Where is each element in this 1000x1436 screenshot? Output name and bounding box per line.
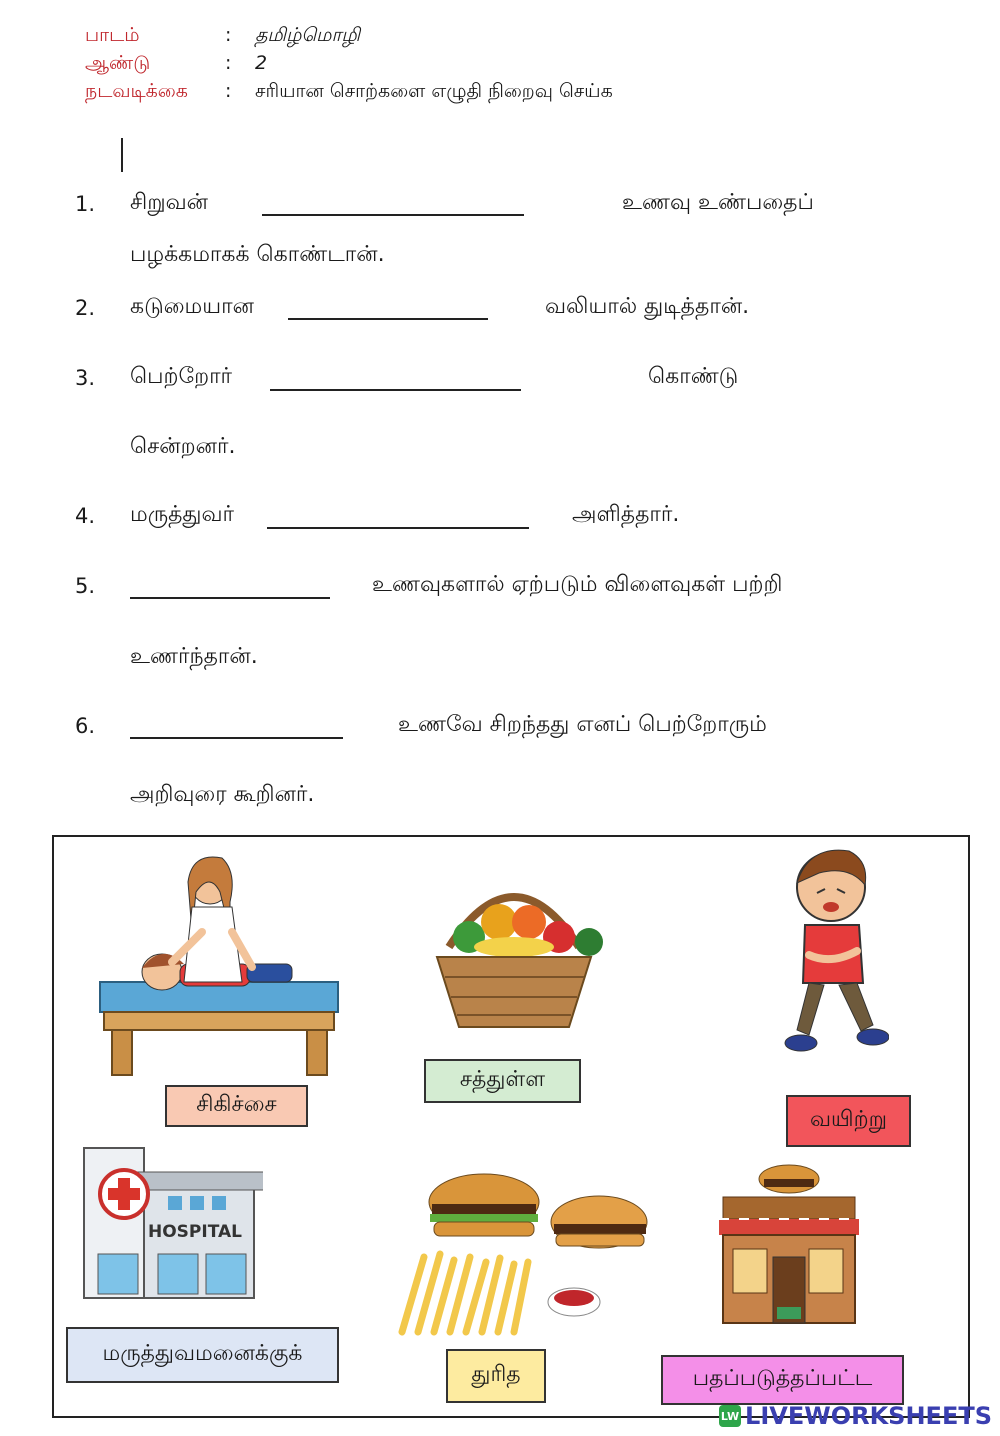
question-text: உணவுகளால் ஏற்படும் விளைவுகள் பற்றி <box>372 572 783 597</box>
question-text: பழக்கமாகக் கொண்டான். <box>130 242 385 267</box>
fast-food-illustration <box>394 1162 659 1337</box>
question-text: கொண்டு <box>648 364 739 389</box>
question-text: மருத்துவர் <box>130 502 235 527</box>
word-card-processed[interactable]: பதப்படுத்தப்பட்ட <box>661 1355 904 1405</box>
answer-blank-3[interactable] <box>270 389 521 391</box>
liveworksheets-logo-icon: LW <box>719 1405 741 1427</box>
subject-row: பாடம் : தமிழ்மொழி <box>85 24 360 49</box>
hospital-building-illustration <box>78 1142 263 1307</box>
liveworksheets-watermark <box>719 1402 992 1430</box>
question-text: கடுமையான <box>130 294 254 319</box>
question-text: உணர்ந்தான். <box>130 644 258 669</box>
year-label: ஆண்டு <box>85 52 151 74</box>
answer-blank-5[interactable] <box>130 597 330 599</box>
question-number: 1. <box>75 192 96 216</box>
word-card-nutritious[interactable]: சத்துள்ள <box>424 1059 581 1103</box>
question-text: அறிவுரை கூறினர். <box>130 782 315 807</box>
fast-food-restaurant-illustration <box>709 1157 869 1337</box>
subject-label: பாடம் <box>85 24 140 46</box>
question-text: உணவே சிறந்தது எனப் பெற்றோரும் <box>398 712 767 737</box>
hospital-sign-text: HOSPITAL <box>148 1222 242 1242</box>
subject-value: தமிழ்மொழி <box>255 24 361 46</box>
year-value: 2 <box>255 52 268 74</box>
question-number: 5. <box>75 574 96 598</box>
question-text: உணவு உண்பதைப் <box>622 190 814 215</box>
question-text: பெற்றோர் <box>130 364 233 389</box>
watermark-text: LIVEWORKSHEETS <box>745 1402 992 1430</box>
word-bank-box <box>52 835 970 1418</box>
word-card-fast[interactable]: துரித <box>446 1349 546 1403</box>
question-number: 6. <box>75 714 96 738</box>
vegetable-basket-illustration <box>419 867 609 1037</box>
question-number: 4. <box>75 504 96 528</box>
answer-blank-2[interactable] <box>288 318 488 320</box>
word-card-to-hospital[interactable]: மருத்துவமனைக்குக் <box>66 1327 339 1383</box>
text-cursor <box>121 138 123 172</box>
answer-blank-1[interactable] <box>262 214 524 216</box>
question-text: வலியால் துடித்தான். <box>545 294 750 319</box>
answer-blank-4[interactable] <box>267 527 529 529</box>
word-card-treatment[interactable]: சிகிச்சை <box>165 1085 308 1127</box>
boy-stomachache-illustration <box>779 845 889 1070</box>
question-text: சிறுவன் <box>130 190 209 215</box>
word-card-stomach[interactable]: வயிற்று <box>786 1095 911 1147</box>
doctor-treating-child-illustration <box>92 852 342 1082</box>
activity-label: நடவடிக்கை <box>85 80 188 102</box>
question-text: சென்றனர். <box>130 434 236 459</box>
question-number: 3. <box>75 366 96 390</box>
activity-value: சரியான சொற்களை எழுதி நிறைவு செய்க <box>255 80 613 102</box>
answer-blank-6[interactable] <box>130 737 343 739</box>
year-row: ஆண்டு : 2 <box>85 52 267 77</box>
question-text: அளித்தார். <box>572 502 680 527</box>
question-number: 2. <box>75 296 96 320</box>
activity-row: நடவடிக்கை : சரியான சொற்களை எழுதி நிறைவு செய்க <box>85 80 613 105</box>
